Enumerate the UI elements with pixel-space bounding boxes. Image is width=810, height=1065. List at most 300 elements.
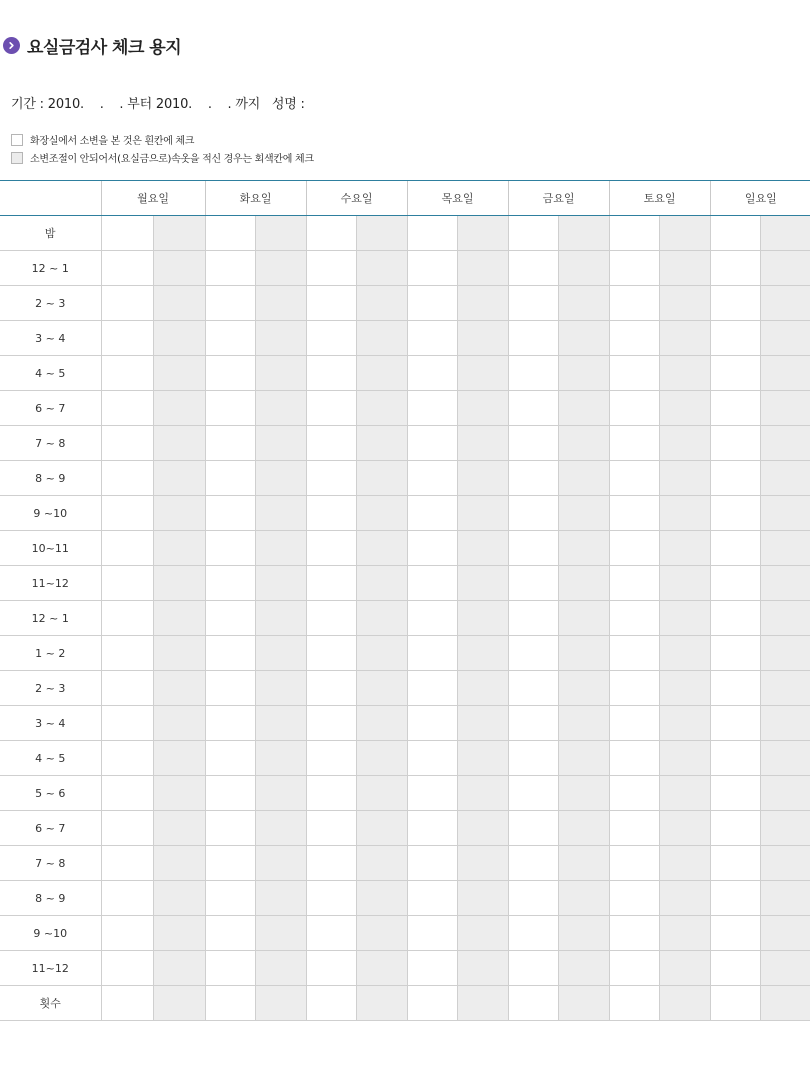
void-check-cell[interactable] xyxy=(205,566,255,601)
void-check-cell[interactable] xyxy=(205,356,255,391)
leak-check-cell[interactable] xyxy=(558,216,609,251)
void-check-cell[interactable] xyxy=(101,776,153,811)
void-check-cell[interactable] xyxy=(508,531,558,566)
leak-check-cell[interactable] xyxy=(558,566,609,601)
leak-check-cell[interactable] xyxy=(356,741,407,776)
leak-check-cell[interactable] xyxy=(760,846,810,881)
void-check-cell[interactable] xyxy=(306,216,356,251)
leak-check-cell[interactable] xyxy=(558,916,609,951)
leak-check-cell[interactable] xyxy=(457,251,508,286)
leak-check-cell[interactable] xyxy=(659,671,710,706)
leak-check-cell[interactable] xyxy=(659,951,710,986)
leak-check-cell[interactable] xyxy=(659,706,710,741)
leak-check-cell[interactable] xyxy=(558,601,609,636)
leak-check-cell[interactable] xyxy=(760,811,810,846)
void-check-cell[interactable] xyxy=(407,951,457,986)
void-check-cell[interactable] xyxy=(609,706,659,741)
leak-check-cell[interactable] xyxy=(153,986,205,1021)
leak-check-cell[interactable] xyxy=(760,986,810,1021)
void-check-cell[interactable] xyxy=(306,741,356,776)
void-check-cell[interactable] xyxy=(609,636,659,671)
leak-check-cell[interactable] xyxy=(255,321,306,356)
leak-check-cell[interactable] xyxy=(659,461,710,496)
leak-check-cell[interactable] xyxy=(760,286,810,321)
void-check-cell[interactable] xyxy=(407,461,457,496)
leak-check-cell[interactable] xyxy=(356,986,407,1021)
void-check-cell[interactable] xyxy=(306,601,356,636)
void-check-cell[interactable] xyxy=(710,776,760,811)
leak-check-cell[interactable] xyxy=(153,216,205,251)
void-check-cell[interactable] xyxy=(205,636,255,671)
leak-check-cell[interactable] xyxy=(153,601,205,636)
leak-check-cell[interactable] xyxy=(558,321,609,356)
leak-check-cell[interactable] xyxy=(356,391,407,426)
void-check-cell[interactable] xyxy=(508,636,558,671)
leak-check-cell[interactable] xyxy=(558,846,609,881)
void-check-cell[interactable] xyxy=(710,286,760,321)
void-check-cell[interactable] xyxy=(101,216,153,251)
leak-check-cell[interactable] xyxy=(558,811,609,846)
leak-check-cell[interactable] xyxy=(457,846,508,881)
void-check-cell[interactable] xyxy=(306,426,356,461)
leak-check-cell[interactable] xyxy=(356,356,407,391)
void-check-cell[interactable] xyxy=(710,916,760,951)
void-check-cell[interactable] xyxy=(205,951,255,986)
void-check-cell[interactable] xyxy=(508,846,558,881)
leak-check-cell[interactable] xyxy=(153,951,205,986)
leak-check-cell[interactable] xyxy=(255,566,306,601)
leak-check-cell[interactable] xyxy=(760,601,810,636)
void-check-cell[interactable] xyxy=(407,321,457,356)
leak-check-cell[interactable] xyxy=(558,671,609,706)
leak-check-cell[interactable] xyxy=(659,496,710,531)
void-check-cell[interactable] xyxy=(101,356,153,391)
leak-check-cell[interactable] xyxy=(659,881,710,916)
leak-check-cell[interactable] xyxy=(356,426,407,461)
leak-check-cell[interactable] xyxy=(356,881,407,916)
void-check-cell[interactable] xyxy=(101,671,153,706)
leak-check-cell[interactable] xyxy=(356,216,407,251)
void-check-cell[interactable] xyxy=(407,881,457,916)
void-check-cell[interactable] xyxy=(205,321,255,356)
leak-check-cell[interactable] xyxy=(760,531,810,566)
void-check-cell[interactable] xyxy=(101,286,153,321)
leak-check-cell[interactable] xyxy=(153,426,205,461)
void-check-cell[interactable] xyxy=(609,251,659,286)
void-check-cell[interactable] xyxy=(306,496,356,531)
leak-check-cell[interactable] xyxy=(153,671,205,706)
leak-check-cell[interactable] xyxy=(153,391,205,426)
void-check-cell[interactable] xyxy=(306,461,356,496)
leak-check-cell[interactable] xyxy=(659,531,710,566)
leak-check-cell[interactable] xyxy=(356,531,407,566)
leak-check-cell[interactable] xyxy=(255,776,306,811)
void-check-cell[interactable] xyxy=(205,216,255,251)
void-check-cell[interactable] xyxy=(609,496,659,531)
leak-check-cell[interactable] xyxy=(356,706,407,741)
void-check-cell[interactable] xyxy=(609,461,659,496)
void-check-cell[interactable] xyxy=(609,321,659,356)
leak-check-cell[interactable] xyxy=(153,636,205,671)
void-check-cell[interactable] xyxy=(306,356,356,391)
void-check-cell[interactable] xyxy=(710,636,760,671)
void-check-cell[interactable] xyxy=(609,881,659,916)
void-check-cell[interactable] xyxy=(407,496,457,531)
void-check-cell[interactable] xyxy=(609,776,659,811)
leak-check-cell[interactable] xyxy=(153,776,205,811)
leak-check-cell[interactable] xyxy=(558,776,609,811)
void-check-cell[interactable] xyxy=(101,566,153,601)
void-check-cell[interactable] xyxy=(609,356,659,391)
leak-check-cell[interactable] xyxy=(255,986,306,1021)
leak-check-cell[interactable] xyxy=(760,216,810,251)
void-check-cell[interactable] xyxy=(710,531,760,566)
void-check-cell[interactable] xyxy=(609,286,659,321)
void-check-cell[interactable] xyxy=(101,986,153,1021)
void-check-cell[interactable] xyxy=(407,741,457,776)
leak-check-cell[interactable] xyxy=(457,286,508,321)
void-check-cell[interactable] xyxy=(508,426,558,461)
leak-check-cell[interactable] xyxy=(356,811,407,846)
void-check-cell[interactable] xyxy=(306,286,356,321)
void-check-cell[interactable] xyxy=(710,251,760,286)
void-check-cell[interactable] xyxy=(407,706,457,741)
void-check-cell[interactable] xyxy=(205,391,255,426)
leak-check-cell[interactable] xyxy=(659,286,710,321)
void-check-cell[interactable] xyxy=(101,636,153,671)
void-check-cell[interactable] xyxy=(407,531,457,566)
leak-check-cell[interactable] xyxy=(255,916,306,951)
void-check-cell[interactable] xyxy=(306,811,356,846)
leak-check-cell[interactable] xyxy=(356,496,407,531)
void-check-cell[interactable] xyxy=(101,951,153,986)
leak-check-cell[interactable] xyxy=(356,286,407,321)
void-check-cell[interactable] xyxy=(609,846,659,881)
void-check-cell[interactable] xyxy=(710,881,760,916)
void-check-cell[interactable] xyxy=(508,706,558,741)
void-check-cell[interactable] xyxy=(407,636,457,671)
void-check-cell[interactable] xyxy=(306,636,356,671)
leak-check-cell[interactable] xyxy=(659,636,710,671)
leak-check-cell[interactable] xyxy=(457,216,508,251)
void-check-cell[interactable] xyxy=(306,391,356,426)
void-check-cell[interactable] xyxy=(205,986,255,1021)
leak-check-cell[interactable] xyxy=(457,881,508,916)
leak-check-cell[interactable] xyxy=(760,251,810,286)
void-check-cell[interactable] xyxy=(710,671,760,706)
leak-check-cell[interactable] xyxy=(457,426,508,461)
void-check-cell[interactable] xyxy=(508,776,558,811)
void-check-cell[interactable] xyxy=(508,321,558,356)
leak-check-cell[interactable] xyxy=(153,811,205,846)
leak-check-cell[interactable] xyxy=(558,426,609,461)
leak-check-cell[interactable] xyxy=(760,741,810,776)
leak-check-cell[interactable] xyxy=(457,706,508,741)
leak-check-cell[interactable] xyxy=(659,741,710,776)
void-check-cell[interactable] xyxy=(205,741,255,776)
void-check-cell[interactable] xyxy=(205,846,255,881)
leak-check-cell[interactable] xyxy=(153,531,205,566)
void-check-cell[interactable] xyxy=(205,601,255,636)
leak-check-cell[interactable] xyxy=(255,356,306,391)
leak-check-cell[interactable] xyxy=(558,636,609,671)
leak-check-cell[interactable] xyxy=(659,916,710,951)
void-check-cell[interactable] xyxy=(609,216,659,251)
leak-check-cell[interactable] xyxy=(356,951,407,986)
leak-check-cell[interactable] xyxy=(457,951,508,986)
leak-check-cell[interactable] xyxy=(457,671,508,706)
void-check-cell[interactable] xyxy=(101,251,153,286)
void-check-cell[interactable] xyxy=(306,986,356,1021)
leak-check-cell[interactable] xyxy=(558,706,609,741)
void-check-cell[interactable] xyxy=(101,496,153,531)
void-check-cell[interactable] xyxy=(205,776,255,811)
void-check-cell[interactable] xyxy=(407,811,457,846)
void-check-cell[interactable] xyxy=(101,461,153,496)
leak-check-cell[interactable] xyxy=(659,566,710,601)
void-check-cell[interactable] xyxy=(609,391,659,426)
leak-check-cell[interactable] xyxy=(255,216,306,251)
leak-check-cell[interactable] xyxy=(255,811,306,846)
leak-check-cell[interactable] xyxy=(760,636,810,671)
leak-check-cell[interactable] xyxy=(255,741,306,776)
leak-check-cell[interactable] xyxy=(457,986,508,1021)
leak-check-cell[interactable] xyxy=(153,846,205,881)
void-check-cell[interactable] xyxy=(205,881,255,916)
void-check-cell[interactable] xyxy=(101,916,153,951)
void-check-cell[interactable] xyxy=(609,986,659,1021)
leak-check-cell[interactable] xyxy=(760,776,810,811)
void-check-cell[interactable] xyxy=(710,846,760,881)
leak-check-cell[interactable] xyxy=(255,391,306,426)
leak-check-cell[interactable] xyxy=(457,811,508,846)
void-check-cell[interactable] xyxy=(205,916,255,951)
void-check-cell[interactable] xyxy=(508,811,558,846)
leak-check-cell[interactable] xyxy=(356,601,407,636)
leak-check-cell[interactable] xyxy=(457,391,508,426)
void-check-cell[interactable] xyxy=(609,916,659,951)
leak-check-cell[interactable] xyxy=(760,321,810,356)
void-check-cell[interactable] xyxy=(306,671,356,706)
leak-check-cell[interactable] xyxy=(457,566,508,601)
leak-check-cell[interactable] xyxy=(255,286,306,321)
void-check-cell[interactable] xyxy=(407,216,457,251)
leak-check-cell[interactable] xyxy=(760,916,810,951)
void-check-cell[interactable] xyxy=(205,286,255,321)
leak-check-cell[interactable] xyxy=(153,496,205,531)
leak-check-cell[interactable] xyxy=(558,461,609,496)
leak-check-cell[interactable] xyxy=(356,461,407,496)
void-check-cell[interactable] xyxy=(508,601,558,636)
leak-check-cell[interactable] xyxy=(457,531,508,566)
leak-check-cell[interactable] xyxy=(558,496,609,531)
leak-check-cell[interactable] xyxy=(558,356,609,391)
void-check-cell[interactable] xyxy=(205,461,255,496)
leak-check-cell[interactable] xyxy=(356,916,407,951)
void-check-cell[interactable] xyxy=(407,846,457,881)
void-check-cell[interactable] xyxy=(508,496,558,531)
void-check-cell[interactable] xyxy=(306,881,356,916)
leak-check-cell[interactable] xyxy=(659,251,710,286)
leak-check-cell[interactable] xyxy=(255,881,306,916)
void-check-cell[interactable] xyxy=(710,356,760,391)
void-check-cell[interactable] xyxy=(710,601,760,636)
void-check-cell[interactable] xyxy=(710,461,760,496)
void-check-cell[interactable] xyxy=(407,251,457,286)
leak-check-cell[interactable] xyxy=(153,881,205,916)
void-check-cell[interactable] xyxy=(306,566,356,601)
leak-check-cell[interactable] xyxy=(558,741,609,776)
leak-check-cell[interactable] xyxy=(760,496,810,531)
void-check-cell[interactable] xyxy=(407,426,457,461)
void-check-cell[interactable] xyxy=(609,811,659,846)
void-check-cell[interactable] xyxy=(101,741,153,776)
void-check-cell[interactable] xyxy=(609,566,659,601)
void-check-cell[interactable] xyxy=(306,321,356,356)
void-check-cell[interactable] xyxy=(407,776,457,811)
void-check-cell[interactable] xyxy=(508,286,558,321)
void-check-cell[interactable] xyxy=(205,531,255,566)
void-check-cell[interactable] xyxy=(710,216,760,251)
void-check-cell[interactable] xyxy=(710,741,760,776)
void-check-cell[interactable] xyxy=(407,601,457,636)
void-check-cell[interactable] xyxy=(710,321,760,356)
leak-check-cell[interactable] xyxy=(457,916,508,951)
void-check-cell[interactable] xyxy=(101,321,153,356)
leak-check-cell[interactable] xyxy=(558,391,609,426)
void-check-cell[interactable] xyxy=(609,951,659,986)
void-check-cell[interactable] xyxy=(407,916,457,951)
leak-check-cell[interactable] xyxy=(457,636,508,671)
leak-check-cell[interactable] xyxy=(356,321,407,356)
leak-check-cell[interactable] xyxy=(659,986,710,1021)
void-check-cell[interactable] xyxy=(508,391,558,426)
leak-check-cell[interactable] xyxy=(457,496,508,531)
leak-check-cell[interactable] xyxy=(255,846,306,881)
void-check-cell[interactable] xyxy=(407,356,457,391)
void-check-cell[interactable] xyxy=(101,706,153,741)
leak-check-cell[interactable] xyxy=(457,461,508,496)
leak-check-cell[interactable] xyxy=(760,671,810,706)
leak-check-cell[interactable] xyxy=(558,951,609,986)
leak-check-cell[interactable] xyxy=(153,321,205,356)
void-check-cell[interactable] xyxy=(710,986,760,1021)
void-check-cell[interactable] xyxy=(306,846,356,881)
leak-check-cell[interactable] xyxy=(659,321,710,356)
leak-check-cell[interactable] xyxy=(356,671,407,706)
leak-check-cell[interactable] xyxy=(153,251,205,286)
void-check-cell[interactable] xyxy=(306,706,356,741)
void-check-cell[interactable] xyxy=(101,426,153,461)
leak-check-cell[interactable] xyxy=(558,251,609,286)
leak-check-cell[interactable] xyxy=(356,776,407,811)
leak-check-cell[interactable] xyxy=(255,951,306,986)
void-check-cell[interactable] xyxy=(407,286,457,321)
leak-check-cell[interactable] xyxy=(255,636,306,671)
leak-check-cell[interactable] xyxy=(255,496,306,531)
void-check-cell[interactable] xyxy=(306,531,356,566)
leak-check-cell[interactable] xyxy=(659,216,710,251)
void-check-cell[interactable] xyxy=(205,496,255,531)
void-check-cell[interactable] xyxy=(508,461,558,496)
void-check-cell[interactable] xyxy=(508,216,558,251)
leak-check-cell[interactable] xyxy=(255,601,306,636)
void-check-cell[interactable] xyxy=(710,496,760,531)
leak-check-cell[interactable] xyxy=(255,671,306,706)
void-check-cell[interactable] xyxy=(407,986,457,1021)
leak-check-cell[interactable] xyxy=(659,391,710,426)
void-check-cell[interactable] xyxy=(101,601,153,636)
leak-check-cell[interactable] xyxy=(659,776,710,811)
leak-check-cell[interactable] xyxy=(760,951,810,986)
leak-check-cell[interactable] xyxy=(760,706,810,741)
leak-check-cell[interactable] xyxy=(255,426,306,461)
void-check-cell[interactable] xyxy=(710,951,760,986)
leak-check-cell[interactable] xyxy=(760,461,810,496)
leak-check-cell[interactable] xyxy=(153,461,205,496)
leak-check-cell[interactable] xyxy=(659,426,710,461)
leak-check-cell[interactable] xyxy=(457,321,508,356)
void-check-cell[interactable] xyxy=(407,671,457,706)
leak-check-cell[interactable] xyxy=(659,811,710,846)
void-check-cell[interactable] xyxy=(306,251,356,286)
leak-check-cell[interactable] xyxy=(153,706,205,741)
leak-check-cell[interactable] xyxy=(255,461,306,496)
void-check-cell[interactable] xyxy=(101,531,153,566)
leak-check-cell[interactable] xyxy=(457,741,508,776)
void-check-cell[interactable] xyxy=(609,671,659,706)
void-check-cell[interactable] xyxy=(609,741,659,776)
leak-check-cell[interactable] xyxy=(255,706,306,741)
void-check-cell[interactable] xyxy=(508,741,558,776)
leak-check-cell[interactable] xyxy=(760,881,810,916)
void-check-cell[interactable] xyxy=(205,811,255,846)
leak-check-cell[interactable] xyxy=(760,356,810,391)
void-check-cell[interactable] xyxy=(609,601,659,636)
void-check-cell[interactable] xyxy=(205,426,255,461)
void-check-cell[interactable] xyxy=(508,881,558,916)
leak-check-cell[interactable] xyxy=(457,356,508,391)
leak-check-cell[interactable] xyxy=(659,601,710,636)
leak-check-cell[interactable] xyxy=(760,391,810,426)
void-check-cell[interactable] xyxy=(101,881,153,916)
leak-check-cell[interactable] xyxy=(153,356,205,391)
void-check-cell[interactable] xyxy=(710,706,760,741)
void-check-cell[interactable] xyxy=(306,951,356,986)
void-check-cell[interactable] xyxy=(508,671,558,706)
void-check-cell[interactable] xyxy=(609,531,659,566)
leak-check-cell[interactable] xyxy=(356,636,407,671)
void-check-cell[interactable] xyxy=(508,916,558,951)
void-check-cell[interactable] xyxy=(710,391,760,426)
void-check-cell[interactable] xyxy=(101,391,153,426)
void-check-cell[interactable] xyxy=(407,391,457,426)
void-check-cell[interactable] xyxy=(710,426,760,461)
void-check-cell[interactable] xyxy=(508,251,558,286)
leak-check-cell[interactable] xyxy=(457,601,508,636)
void-check-cell[interactable] xyxy=(101,811,153,846)
void-check-cell[interactable] xyxy=(205,706,255,741)
leak-check-cell[interactable] xyxy=(255,251,306,286)
void-check-cell[interactable] xyxy=(508,986,558,1021)
leak-check-cell[interactable] xyxy=(558,986,609,1021)
void-check-cell[interactable] xyxy=(205,671,255,706)
void-check-cell[interactable] xyxy=(101,846,153,881)
leak-check-cell[interactable] xyxy=(659,846,710,881)
void-check-cell[interactable] xyxy=(508,951,558,986)
leak-check-cell[interactable] xyxy=(760,566,810,601)
void-check-cell[interactable] xyxy=(508,566,558,601)
